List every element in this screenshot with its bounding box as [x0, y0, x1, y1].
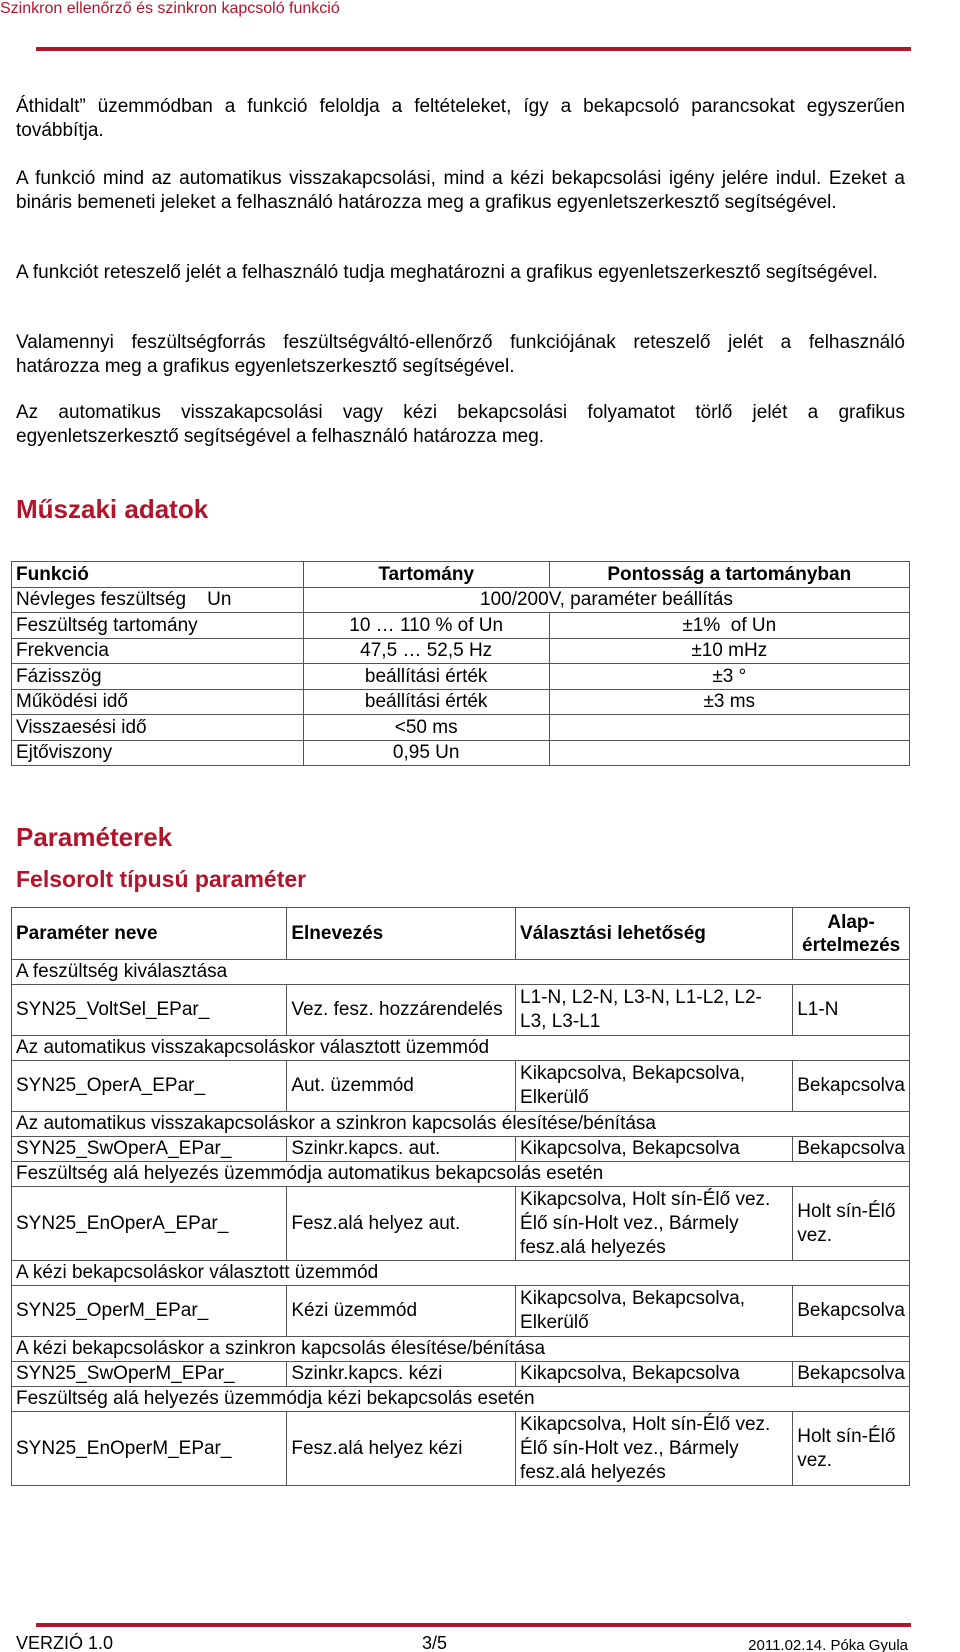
- footer-rule: [36, 1623, 911, 1627]
- cell-accuracy: ±3 ms: [549, 689, 909, 715]
- cell-function: Visszaesési idő: [12, 715, 304, 741]
- cell-range: beállítási érték: [303, 689, 549, 715]
- cell-range: 10 … 110 % of Un: [303, 613, 549, 639]
- param-label: Aut. üzemmód: [287, 1061, 516, 1112]
- column-header: Alap-értelmezés: [793, 908, 910, 960]
- paragraph-blocking: A funkciót reteszelő jelét a felhasználó tudja meghatározni a grafikus egyenletszerkesztő segítségével.: [16, 262, 878, 283]
- column-header: Választási lehetőség: [516, 908, 793, 960]
- group-title-row: [12, 1036, 910, 1061]
- group-title: Feszültség alá helyezés üzemmódja kézi bekapcsolás esetén: [12, 1387, 910, 1412]
- column-header: Funkció: [12, 562, 304, 588]
- table-row: [12, 689, 910, 715]
- param-options: Kikapcsolva, Bekapcsolva: [516, 1362, 793, 1387]
- param-default: Bekapcsolva: [793, 1286, 910, 1337]
- cell-function: Feszültség tartomány: [12, 613, 304, 639]
- footer-page-number: 3/5: [422, 1633, 448, 1652]
- paragraph-start: A funkció mind az automatikus visszakapcsolási, mind a kézi bekapcsolási igény jelére indul. Ezeket a bináris bemeneti jeleket a felhasználó határozza meg a grafikus egyenletszerkesztő segítségével.: [16, 168, 905, 213]
- group-title: A kézi bekapcsoláskor a szinkron kapcsolás élesítése/bénítása: [12, 1337, 910, 1362]
- paragraph-vt-check: Valamennyi feszültségforrás feszültségváltó-ellenőrző funkciójának reteszelő jelét a felhasználó határozza meg a grafikus egyenletszerkesztő segítségével.: [16, 332, 905, 377]
- footer-date-author: 2011.02.14. Póka Gyula: [748, 1637, 908, 1652]
- cell-accuracy: [549, 715, 909, 741]
- header-rule: [36, 47, 911, 51]
- column-header: Elnevezés: [287, 908, 516, 960]
- param-options: Kikapcsolva, Holt sín-Élő vez. Élő sín-Holt vez., Bármely fesz.alá helyezés: [516, 1412, 793, 1486]
- cell-function: Ejtőviszony: [12, 740, 304, 766]
- param-table: [11, 907, 910, 1486]
- group-title-row: [12, 1387, 910, 1412]
- cell-function: Fázisszög: [12, 664, 304, 690]
- param-name: SYN25_SwOperM_EPar_: [12, 1362, 287, 1387]
- column-header: Tartomány: [303, 562, 549, 588]
- param-default: Bekapcsolva: [793, 1362, 910, 1387]
- param-name: SYN25_VoltSel_EPar_: [12, 985, 287, 1036]
- param-options: Kikapcsolva, Bekapcsolva: [516, 1137, 793, 1162]
- paragraph-cancel: Az automatikus visszakapcsolási vagy kézi bekapcsolási folyamatot törlő jelét a grafikus egyenletszerkesztő segítségével a felhasználó határozza meg.: [16, 402, 905, 447]
- group-title-row: [12, 960, 910, 985]
- cell-range: 47,5 … 52,5 Hz: [303, 638, 549, 664]
- param-name: SYN25_EnOperM_EPar_: [12, 1412, 287, 1486]
- cell-function: Működési idő: [12, 689, 304, 715]
- param-default: Bekapcsolva: [793, 1137, 910, 1162]
- param-name: SYN25_SwOperA_EPar_: [12, 1137, 287, 1162]
- tech-data-table: [11, 561, 910, 766]
- cell-merged: 100/200V, paraméter beállítás: [303, 587, 909, 613]
- table-row: [12, 985, 910, 1036]
- param-name: SYN25_EnOperA_EPar_: [12, 1187, 287, 1261]
- section-heading-tech: Műszaki adatok: [16, 494, 209, 524]
- cell-function: Névleges feszültség Un: [12, 587, 304, 613]
- group-title-row: [12, 1337, 910, 1362]
- param-default: Holt sín-Élő vez.: [793, 1187, 910, 1261]
- table-row: [12, 715, 910, 741]
- param-label: Fesz.alá helyez aut.: [287, 1187, 516, 1261]
- param-name: SYN25_OperM_EPar_: [12, 1286, 287, 1337]
- header-title: Szinkron ellenőrző és szinkron kapcsoló funkció: [0, 0, 340, 17]
- param-label: Szinkr.kapcs. kézi: [287, 1362, 516, 1387]
- table-row: [12, 638, 910, 664]
- param-label: Szinkr.kapcs. aut.: [287, 1137, 516, 1162]
- group-title-row: [12, 1112, 910, 1137]
- param-options: Kikapcsolva, Holt sín-Élő vez. Élő sín-Holt vez., Bármely fesz.alá helyezés: [516, 1187, 793, 1261]
- cell-range: <50 ms: [303, 715, 549, 741]
- cell-range: 0,95 Un: [303, 740, 549, 766]
- param-label: Kézi üzemmód: [287, 1286, 516, 1337]
- param-default: Holt sín-Élő vez.: [793, 1412, 910, 1486]
- table-row: [12, 740, 910, 766]
- param-default: Bekapcsolva: [793, 1061, 910, 1112]
- param-options: Kikapcsolva, Bekapcsolva, Elkerülő: [516, 1286, 793, 1337]
- table-row: [12, 1187, 910, 1261]
- table-row: [12, 1137, 910, 1162]
- cell-accuracy: ±10 mHz: [549, 638, 909, 664]
- table-row: [12, 664, 910, 690]
- group-title: A feszültség kiválasztása: [12, 960, 910, 985]
- table-row: [12, 587, 910, 613]
- param-label: Fesz.alá helyez kézi: [287, 1412, 516, 1486]
- table-row: [12, 1061, 910, 1112]
- table-row: [12, 613, 910, 639]
- param-label: Vez. fesz. hozzárendelés: [287, 985, 516, 1036]
- group-title-row: [12, 1162, 910, 1187]
- subsection-heading-enum: Felsorolt típusú paraméter: [16, 866, 307, 892]
- footer-version: VERZIÓ 1.0: [16, 1633, 114, 1652]
- cell-accuracy: [549, 740, 909, 766]
- group-title: Az automatikus visszakapcsoláskor a szinkron kapcsolás élesítése/bénítása: [12, 1112, 910, 1137]
- table-header-row: [12, 908, 910, 960]
- table-row: [12, 1412, 910, 1486]
- column-header: Paraméter neve: [12, 908, 287, 960]
- paragraph-bypass: Áthidalt” üzemmódban a funkció feloldja a feltételeket, így a bekapcsoló parancsokat egyszerűen továbbítja.: [16, 96, 905, 141]
- cell-range: beállítási érték: [303, 664, 549, 690]
- group-title-row: [12, 1261, 910, 1286]
- group-title: Az automatikus visszakapcsoláskor választott üzemmód: [12, 1036, 910, 1061]
- cell-accuracy: ±1% of Un: [549, 613, 909, 639]
- column-header: Pontosság a tartományban: [549, 562, 909, 588]
- section-heading-params: Paraméterek: [16, 822, 173, 852]
- table-row: [12, 1362, 910, 1387]
- table-row: [12, 1286, 910, 1337]
- cell-accuracy: ±3 °: [549, 664, 909, 690]
- param-default: L1-N: [793, 985, 910, 1036]
- param-options: Kikapcsolva, Bekapcsolva, Elkerülő: [516, 1061, 793, 1112]
- group-title: Feszültség alá helyezés üzemmódja automatikus bekapcsolás esetén: [12, 1162, 910, 1187]
- cell-function: Frekvencia: [12, 638, 304, 664]
- table-header-row: [12, 562, 910, 588]
- param-name: SYN25_OperA_EPar_: [12, 1061, 287, 1112]
- group-title: A kézi bekapcsoláskor választott üzemmód: [12, 1261, 910, 1286]
- param-options: L1-N, L2-N, L3-N, L1-L2, L2-L3, L3-L1: [516, 985, 793, 1036]
